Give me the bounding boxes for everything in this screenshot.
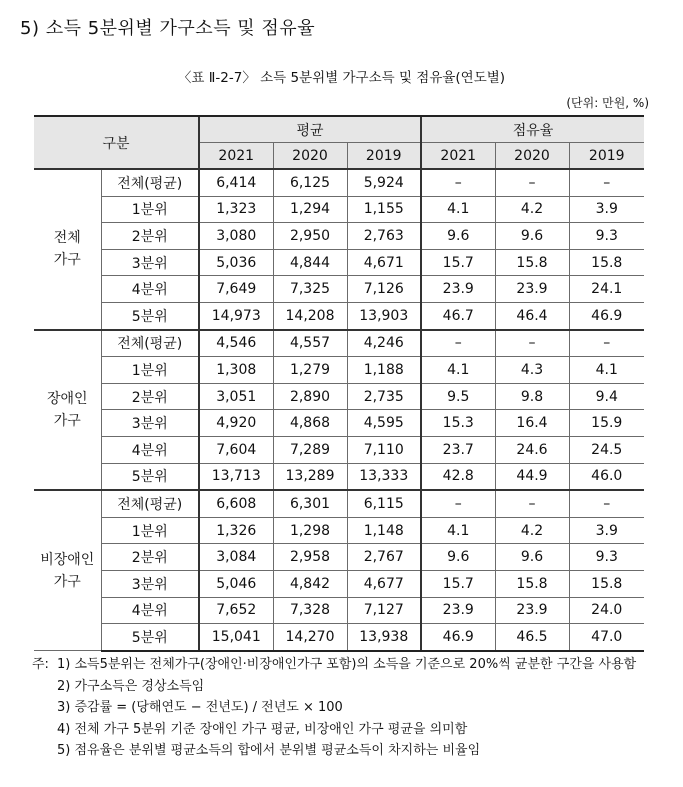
share-cell: 15.7 <box>421 570 495 597</box>
group-label <box>34 330 101 491</box>
share-cell: 4.1 <box>421 196 495 223</box>
table-row <box>34 357 644 384</box>
share-cell: – <box>495 169 569 196</box>
row-label: 3분위 <box>101 410 199 437</box>
average-income-cell: 5,036 <box>199 249 273 276</box>
share-cell: 15.7 <box>421 249 495 276</box>
row-label: 전체(평균) <box>101 169 199 196</box>
table-row <box>34 196 644 223</box>
average-income-cell: 4,842 <box>273 570 347 597</box>
table-row <box>34 624 644 651</box>
group-label-line1: 전체 <box>53 230 81 247</box>
share-cell: 15.8 <box>569 570 644 597</box>
share-cell: 15.3 <box>421 410 495 437</box>
row-label: 1분위 <box>101 357 199 384</box>
share-cell: 3.9 <box>569 517 644 544</box>
row-label: 2분위 <box>101 223 199 250</box>
average-income-cell: 13,289 <box>273 463 347 490</box>
table-caption: 〈표 Ⅱ-2-7〉 소득 5분위별 가구소득 및 점유율(연도별) <box>177 70 506 86</box>
average-income-cell: 6,414 <box>199 169 273 196</box>
share-cell: – <box>421 490 495 517</box>
group-label <box>34 169 101 330</box>
share-cell: 4.1 <box>421 517 495 544</box>
average-income-cell: 1,294 <box>273 196 347 223</box>
average-income-cell: 6,608 <box>199 490 273 517</box>
table-row <box>34 463 644 490</box>
share-cell: 44.9 <box>495 463 569 490</box>
average-income-cell: 2,735 <box>347 383 421 410</box>
average-income-cell: 13,938 <box>347 624 421 651</box>
table-row <box>34 436 644 463</box>
average-income-cell: 4,671 <box>347 249 421 276</box>
share-cell: 24.6 <box>495 436 569 463</box>
row-label: 3분위 <box>101 249 199 276</box>
table-row <box>34 517 644 544</box>
share-cell: 15.8 <box>569 249 644 276</box>
header-year: 2019 <box>347 143 421 170</box>
average-income-cell: 1,308 <box>199 357 273 384</box>
average-income-cell: 15,041 <box>199 624 273 651</box>
share-cell: 9.6 <box>495 223 569 250</box>
group-label <box>34 490 101 651</box>
row-label: 4분위 <box>101 276 199 303</box>
share-cell: – <box>421 169 495 196</box>
row-label: 2분위 <box>101 383 199 410</box>
table-row <box>34 383 644 410</box>
share-cell: 23.9 <box>421 276 495 303</box>
row-label: 1분위 <box>101 517 199 544</box>
average-income-cell: 1,279 <box>273 357 347 384</box>
average-income-cell: 7,649 <box>199 276 273 303</box>
average-income-cell: 1,155 <box>347 196 421 223</box>
row-label: 4분위 <box>101 436 199 463</box>
table-row <box>34 302 644 329</box>
table-row <box>34 276 644 303</box>
average-income-cell: 1,298 <box>273 517 347 544</box>
average-income-cell: 4,546 <box>199 330 273 357</box>
share-cell: 15.8 <box>495 249 569 276</box>
average-income-cell: 3,080 <box>199 223 273 250</box>
share-cell: 9.8 <box>495 383 569 410</box>
average-income-cell: 4,844 <box>273 249 347 276</box>
average-income-cell: 6,125 <box>273 169 347 196</box>
share-cell: 42.8 <box>421 463 495 490</box>
note-item <box>32 740 636 762</box>
header-share: 점유율 <box>421 116 644 143</box>
header-year: 2020 <box>273 143 347 170</box>
unit-label: (단위: 만원, %) <box>566 96 649 110</box>
table-row <box>34 570 644 597</box>
share-cell: 23.9 <box>421 597 495 624</box>
note-item <box>32 697 636 719</box>
note-item <box>32 676 636 698</box>
average-income-cell: 13,903 <box>347 302 421 329</box>
share-cell: 15.8 <box>495 570 569 597</box>
average-income-cell: 3,084 <box>199 544 273 571</box>
row-label: 1분위 <box>101 196 199 223</box>
share-cell: 46.0 <box>569 463 644 490</box>
average-income-cell: 13,333 <box>347 463 421 490</box>
average-income-cell: 6,301 <box>273 490 347 517</box>
row-label: 전체(평균) <box>101 330 199 357</box>
group-label-line2: 가구 <box>53 252 81 269</box>
share-cell: – <box>569 490 644 517</box>
share-cell: 15.9 <box>569 410 644 437</box>
section-heading: 5) 소득 5분위별 가구소득 및 점유율 <box>20 18 316 39</box>
share-cell: – <box>495 330 569 357</box>
group-label-line1: 비장애인 <box>40 551 95 568</box>
average-income-cell: 2,763 <box>347 223 421 250</box>
share-cell: 23.9 <box>495 597 569 624</box>
average-income-cell: 13,713 <box>199 463 273 490</box>
row-label: 5분위 <box>101 624 199 651</box>
average-income-cell: 2,767 <box>347 544 421 571</box>
share-cell: – <box>569 330 644 357</box>
table-row <box>34 410 644 437</box>
average-income-cell: 4,595 <box>347 410 421 437</box>
table-notes <box>32 654 636 762</box>
header-year: 2021 <box>199 143 273 170</box>
share-cell: 23.9 <box>495 276 569 303</box>
table-row <box>34 169 644 196</box>
note-text: 4) 전체 가구 5분위 기준 장애인 가구 평균, 비장애인 가구 평균을 의미함 <box>57 721 468 737</box>
table-row <box>34 544 644 571</box>
table-body <box>34 169 644 651</box>
average-income-cell: 2,958 <box>273 544 347 571</box>
share-cell: 46.9 <box>421 624 495 651</box>
notes-prefix: 주: <box>32 657 49 672</box>
share-cell: 46.4 <box>495 302 569 329</box>
average-income-cell: 7,289 <box>273 436 347 463</box>
average-income-cell: 1,148 <box>347 517 421 544</box>
share-cell: 9.5 <box>421 383 495 410</box>
average-income-cell: 4,557 <box>273 330 347 357</box>
share-cell: 24.1 <box>569 276 644 303</box>
table-row <box>34 597 644 624</box>
share-cell: 4.2 <box>495 517 569 544</box>
average-income-cell: 14,270 <box>273 624 347 651</box>
share-cell: 9.6 <box>421 223 495 250</box>
group-label-line2: 가구 <box>53 412 81 429</box>
row-label: 전체(평균) <box>101 490 199 517</box>
average-income-cell: 7,127 <box>347 597 421 624</box>
header-average: 평균 <box>199 116 421 143</box>
share-cell: – <box>495 490 569 517</box>
share-cell: 4.2 <box>495 196 569 223</box>
average-income-cell: 7,328 <box>273 597 347 624</box>
note-item <box>32 654 636 676</box>
average-income-cell: 4,677 <box>347 570 421 597</box>
share-cell: 23.7 <box>421 436 495 463</box>
group-label-line1: 장애인 <box>46 390 88 407</box>
note-text: 5) 점유율은 분위별 평균소득의 합에서 분위별 평균소득이 차지하는 비율임 <box>57 743 481 758</box>
table-row <box>34 490 644 517</box>
row-label: 3분위 <box>101 570 199 597</box>
note-text: 2) 가구소득은 경상소득임 <box>57 678 205 694</box>
row-label: 5분위 <box>101 463 199 490</box>
share-cell: 46.5 <box>495 624 569 651</box>
average-income-cell: 6,115 <box>347 490 421 517</box>
average-income-cell: 7,110 <box>347 436 421 463</box>
header-category: 구분 <box>34 116 199 169</box>
table-row <box>34 249 644 276</box>
average-income-cell: 7,604 <box>199 436 273 463</box>
average-income-cell: 7,652 <box>199 597 273 624</box>
share-cell: 47.0 <box>569 624 644 651</box>
row-label: 4분위 <box>101 597 199 624</box>
row-label: 2분위 <box>101 544 199 571</box>
average-income-cell: 1,188 <box>347 357 421 384</box>
average-income-cell: 1,323 <box>199 196 273 223</box>
share-cell: 4.3 <box>495 357 569 384</box>
average-income-cell: 4,920 <box>199 410 273 437</box>
table-row <box>34 330 644 357</box>
average-income-cell: 2,890 <box>273 383 347 410</box>
share-cell: 46.7 <box>421 302 495 329</box>
average-income-cell: 7,325 <box>273 276 347 303</box>
share-cell: – <box>421 330 495 357</box>
average-income-cell: 4,246 <box>347 330 421 357</box>
share-cell: 46.9 <box>569 302 644 329</box>
average-income-cell: 2,950 <box>273 223 347 250</box>
average-income-cell: 5,046 <box>199 570 273 597</box>
average-income-cell: 3,051 <box>199 383 273 410</box>
note-item <box>32 719 636 741</box>
average-income-cell: 7,126 <box>347 276 421 303</box>
share-cell: 9.3 <box>569 223 644 250</box>
average-income-cell: 5,924 <box>347 169 421 196</box>
share-cell: 3.9 <box>569 196 644 223</box>
average-income-cell: 14,973 <box>199 302 273 329</box>
header-year: 2019 <box>569 143 644 170</box>
share-cell: 9.3 <box>569 544 644 571</box>
group-label-line2: 가구 <box>53 573 81 590</box>
share-cell: 24.0 <box>569 597 644 624</box>
note-text: 1) 소득5분위는 전체가구(장애인·비장애인가구 포함)의 소득을 기준으로 20%씩 균분한 구간을 사용함 <box>57 657 637 672</box>
header-year: 2020 <box>495 143 569 170</box>
share-cell: 4.1 <box>569 357 644 384</box>
average-income-cell: 4,868 <box>273 410 347 437</box>
share-cell: 4.1 <box>421 357 495 384</box>
income-quintile-table <box>34 115 644 652</box>
share-cell: 24.5 <box>569 436 644 463</box>
share-cell: 9.4 <box>569 383 644 410</box>
average-income-cell: 1,326 <box>199 517 273 544</box>
header-year: 2021 <box>421 143 495 170</box>
table-row <box>34 223 644 250</box>
share-cell: – <box>569 169 644 196</box>
share-cell: 16.4 <box>495 410 569 437</box>
note-text: 3) 증감률 = (당해연도 − 전년도) / 전년도 × 100 <box>57 700 343 715</box>
share-cell: 9.6 <box>421 544 495 571</box>
row-label: 5분위 <box>101 302 199 329</box>
average-income-cell: 14,208 <box>273 302 347 329</box>
share-cell: 9.6 <box>495 544 569 571</box>
